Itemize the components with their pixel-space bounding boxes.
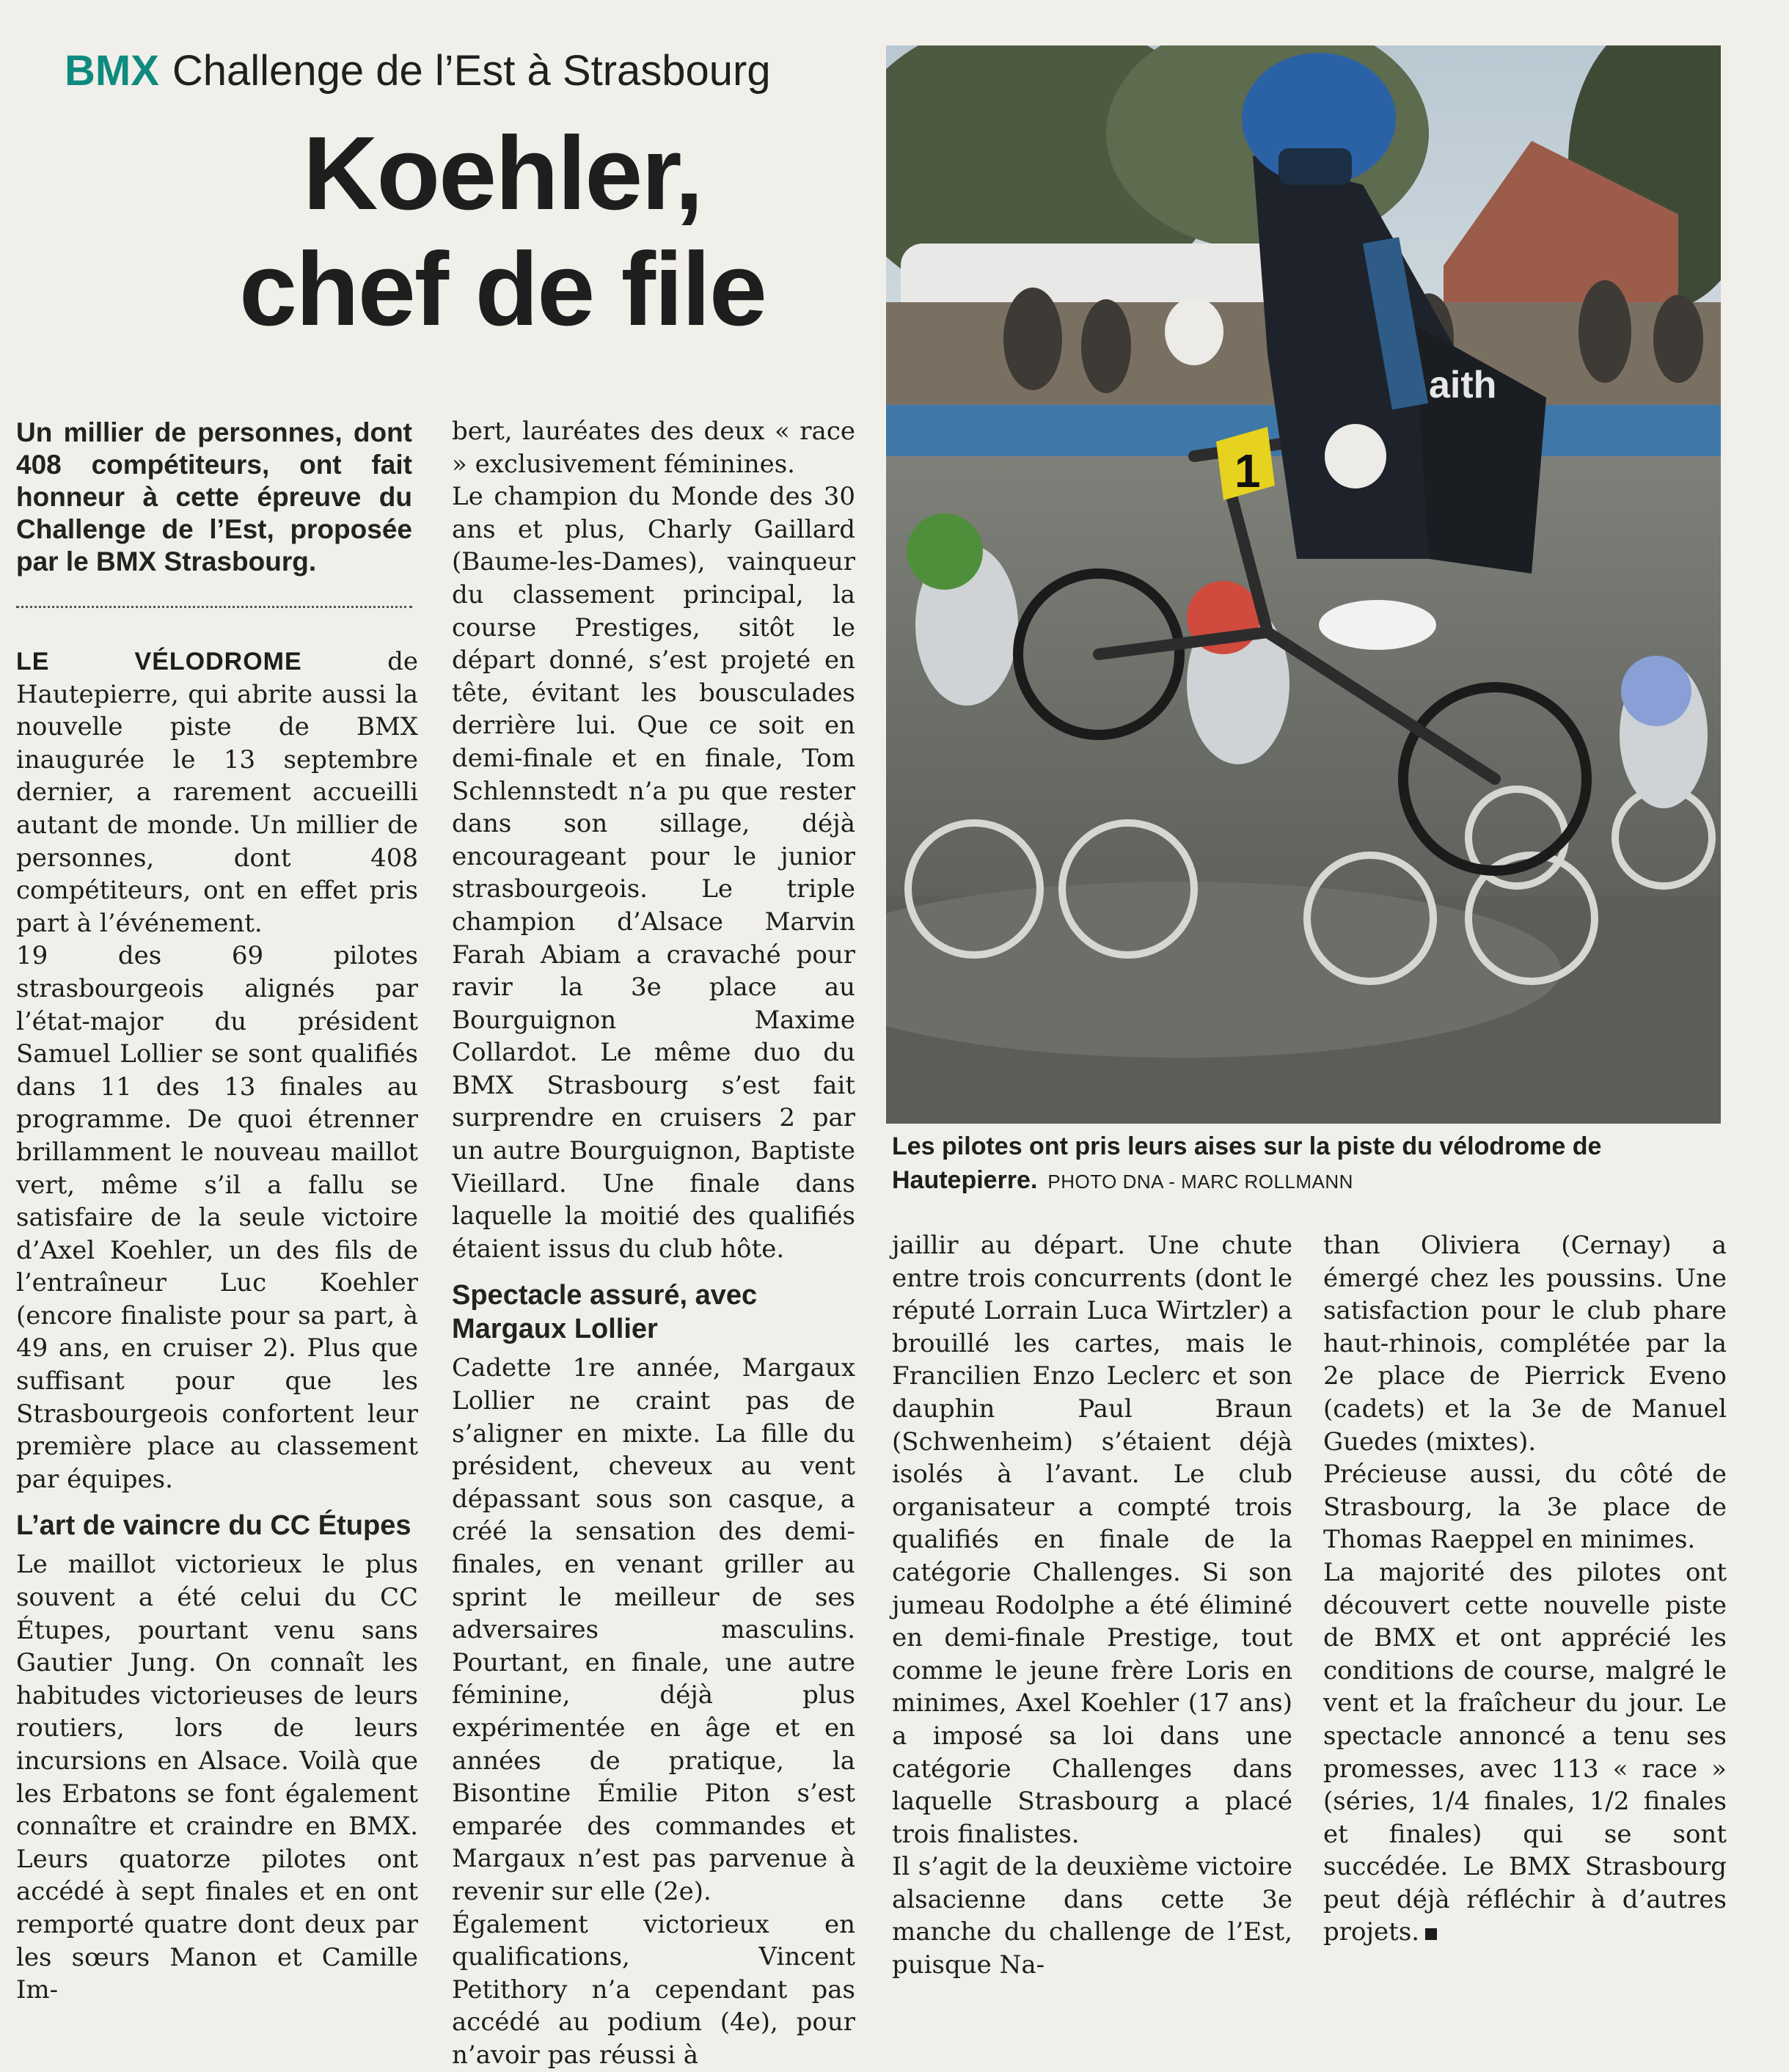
lead-paragraph xyxy=(16,645,418,940)
headline-line-1: Koehler, xyxy=(302,115,703,232)
lead-text: de Hautepierre, qui abrite aussi la nouvelle piste de BMX inaugurée le 13 septembre dernier, a rarement accueilli autant de monde. Un millier de personnes, dont 408 compétiteurs, ont en effet pris part à l’événement. xyxy=(16,647,418,938)
article-headline xyxy=(117,116,888,348)
subhead-lollier: Spectacle assuré, avec Margaux Lollier xyxy=(452,1280,758,1345)
article-kicker xyxy=(65,45,771,97)
dotted-divider xyxy=(16,606,412,608)
paragraph-6-start: Également victorieux en qualifications, Vincent Petithory n’a cependant pas accédé au podium (4e), pour n’avoir pas réussi à xyxy=(452,1909,855,2070)
number-plate: 1 xyxy=(1234,444,1261,497)
paragraph-8: Précieuse aussi, du côté de Strasbourg, la 3e place de Thomas Raeppel en minimes. xyxy=(1323,1460,1727,1555)
photo-caption xyxy=(892,1130,1735,1198)
bmx-photo-illustration xyxy=(886,45,1721,1124)
paragraph-7-start: Il s’agit de la deuxième victoire alsacienne dans cette 3e manche du challenge de l’Est, puisque Na- xyxy=(892,1852,1292,1980)
jersey-text: aith xyxy=(1429,364,1497,406)
paragraph-7-end: than Oliviera (Cernay) a émergé chez les poussins. Une satisfaction pour le club phare haut-rhinois, complétée par la 2e place de Pierrick Eveno (cadets) et la 3e de Manuel Guedes (mixtes). xyxy=(1323,1231,1727,1457)
paragraph-9 xyxy=(1323,1556,1727,1949)
race-photo xyxy=(886,45,1721,1124)
caption-text: Les pilotes ont pris leurs aises sur la piste du vélodrome de Hautepierre. xyxy=(892,1132,1602,1194)
paragraph-5: Cadette 1re année, Margaux Lollier ne craint pas de s’aligner en mixte. La fille du président, cheveux au vent dépassant sous son casque, a créé la sensation des demi-finales, en venant griller au sprint le meilleur de ses adversaires masculins. Pourtant, en finale, une autre féminine, déjà plus expérimentée en âge et en années de pratique, la Bisontine Émilie Piton s’est emparée des commandes et Margaux n’est pas parvenue à revenir sur elle (2e). xyxy=(452,1353,855,1906)
kicker-text: Challenge de l’Est à Strasbourg xyxy=(172,47,771,95)
paragraph-4: Le champion du Monde des 30 ans et plus, Charly Gaillard (Baume-les-Dames), vainqueur du classement principal, la course Prestiges, sitôt le départ donné, s’est projeté en tête, évitant les bousculades derrière lui. Que ce soit en demi-finale et en finale, Tom Schlennstedt n’a pu que rester dans son sillage, déjà encourageant pour le junior strasbourgeois. Le triple champion d’Alsace Marvin Farah Abiam a cravaché pour ravir la 3e place au Bourguignon Maxime Collardot. Le même duo du BMX Strasbourg s’est fait surprendre en cruisers 2 par un autre Bourguignon, Baptiste Vieillard. Une finale dans laquelle la moitié des qualifiés étaient issus du club hôte. xyxy=(452,482,855,1264)
paragraph-3-end: bert, lauréates des deux « race » exclusivement féminines. xyxy=(452,417,855,479)
paragraph-9-text: La majorité des pilotes ont découvert cette nouvelle piste de BMX et ont apprécié les conditions de course, malgré le vent et la fraîcheur du jour. Le spectacle annoncé a tenu ses promesses, avec 113 « race » (séries, 1/4 finales, 1/2 finales et finales) qui se sont succédée. Le BMX Strasbourg peut déjà réfléchir à d’autres projets. xyxy=(1323,1557,1727,1947)
lead-caps: LE VÉLODROME xyxy=(16,648,302,676)
paragraph-2: 19 des 69 pilotes strasbourgeois alignés par l’état-major du président Samuel Lollier se sont qualifiés dans 11 des 13 finales au programme. De quoi étrenner brillamment le nouveau maillot vert, même s’il a fallu se satisfaire de la seule victoire d’Axel Koehler, un des fils de l’entraîneur Luc Koehler (encore finaliste pour sa part, à 49 ans, en cruiser 2). Plus que suffisant pour que les Strasbourgeois confortent leur première place au classement par équipes. xyxy=(16,941,418,1494)
column-1 xyxy=(16,645,418,2007)
column-4 xyxy=(1323,1229,1727,1949)
column-3 xyxy=(892,1229,1292,1982)
paragraph-3-start: Le maillot victorieux le plus souvent a été celui du CC Étupes, pourtant venu sans Gautier Jung. On connaît les habitudes victorieuses de leurs routiers, lors de leurs incursions en Alsace. Voilà que les Erbatons se font également connaître et craindre en BMX. Leurs quatorze pilotes ont accédé à sept finales et en ont remporté quatre dont deux par les sœurs Manon et Camille Im- xyxy=(16,1550,418,2005)
headline-line-2: chef de file xyxy=(239,231,766,348)
subhead-etupes: L’art de vaincre du CC Étupes xyxy=(16,1510,411,1542)
end-mark-icon xyxy=(1425,1928,1437,1940)
photo-credit: PHOTO DNA - MARC ROLLMANN xyxy=(1047,1171,1353,1193)
paragraph-6-end: jaillir au départ. Une chute entre trois concurrents (dont le réputé Lorrain Luca Wirtzler) a brouillé les cartes, mais le Francilien Enzo Leclerc et son dauphin Paul Braun (Schwenheim) s’étaient déjà isolés à l’avant. Le club organisateur a compté trois qualifiés en finale de la catégorie Challenges. Si son jumeau Rodolphe a été éliminé en demi-finale Prestige, tout comme le jeune frère Loris en minimes, Axel Koehler (17 ans) a imposé sa loi dans une catégorie Challenges dans laquelle Strasbourg a placé trois finalistes. xyxy=(892,1231,1292,1849)
column-2 xyxy=(452,415,855,2072)
article-chapo: Un millier de personnes, dont 408 compétiteurs, ont fait honneur à cette épreuve du Challenge de l’Est, proposée par le BMX Strasbourg. xyxy=(16,417,412,576)
section-label: BMX xyxy=(65,47,159,95)
